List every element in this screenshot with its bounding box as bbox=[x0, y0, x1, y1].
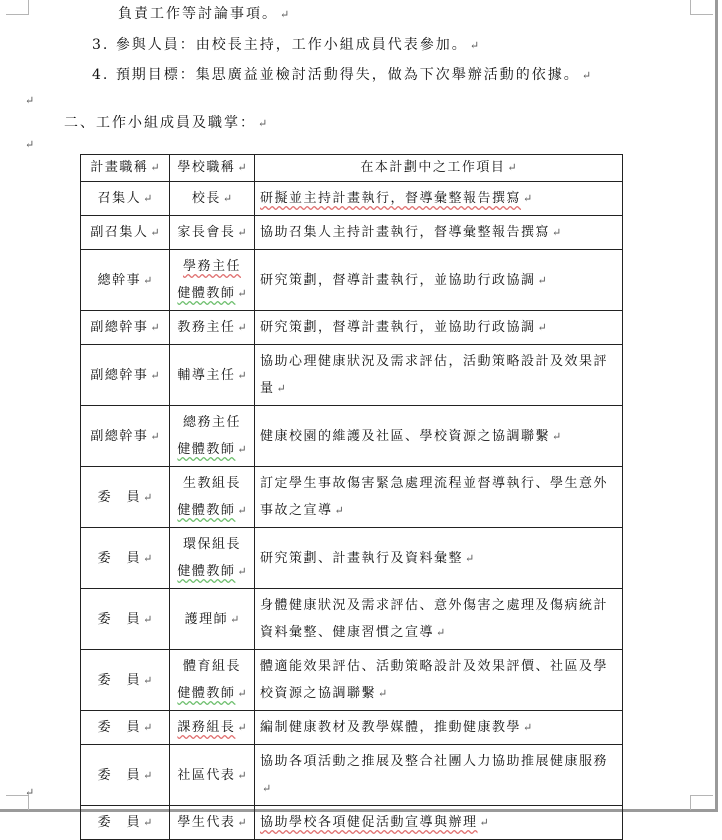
margin-corner-mark bbox=[6, 0, 29, 15]
duty-cell: 研擬並主持計畫執行，督導彙整報告撰寫 ↵ bbox=[255, 182, 623, 216]
table-row bbox=[81, 406, 623, 467]
plan-title-cell: 召集人 ↵ bbox=[81, 182, 170, 216]
plan-title-cell: 委 員 ↵ bbox=[81, 745, 170, 806]
duty-cell: 協助各項活動之推展及整合社團人力協助推展健康服務↵ bbox=[255, 745, 623, 806]
duty-cell: 訂定學生事故傷害緊急處理流程並督導執行、學生意外事故之宣導 ↵ bbox=[255, 467, 623, 528]
margin-corner-mark bbox=[690, 0, 713, 15]
school-post-cell: 家長會長 ↵ bbox=[170, 216, 255, 250]
plan-title-cell: 副總幹事 ↵ bbox=[81, 311, 170, 345]
duty-cell: 研究策劃，督導計畫執行，並協助行政協調 ↵ bbox=[255, 311, 623, 345]
school-post-cell: 總務主任 健體教師 ↵ bbox=[170, 406, 255, 467]
duty-table bbox=[80, 154, 623, 840]
school-post-cell: 學務主任 健體教師 ↵ bbox=[170, 250, 255, 311]
intro-line: 負責工作等討論事項。 ↵ bbox=[118, 6, 290, 22]
plan-title-cell: 委 員 ↵ bbox=[81, 711, 170, 745]
table-row bbox=[81, 806, 623, 840]
list-item-3: 3. 參與人員：由校長主持，工作小組成員代表參加。 ↵ bbox=[92, 37, 480, 53]
duty-cell: 健康校園的維護及社區、學校資源之協調聯繫 ↵ bbox=[255, 406, 623, 467]
school-post-cell: 生教組長 健體教師 ↵ bbox=[170, 467, 255, 528]
header-cell: 學校職稱 ↵ bbox=[170, 155, 255, 182]
table-row bbox=[81, 745, 623, 806]
plan-title-cell: 委 員 ↵ bbox=[81, 589, 170, 650]
plan-title-cell: 委 員 ↵ bbox=[81, 467, 170, 528]
school-post-cell: 教務主任 ↵ bbox=[170, 311, 255, 345]
duty-cell: 協助召集人主持計畫執行，督導彙整報告撰寫 ↵ bbox=[255, 216, 623, 250]
school-post-cell: 課務組長 ↵ bbox=[170, 711, 255, 745]
list-item-4: 4. 預期目標：集思廣益並檢討活動得失，做為下次舉辦活動的依據。 ↵ bbox=[92, 67, 592, 83]
section-heading: 二、工作小組成員及職掌： ↵ bbox=[64, 115, 268, 131]
duty-cell: 編制健康教材及教學媒體，推動健康教學 ↵ bbox=[255, 711, 623, 745]
table-row bbox=[81, 467, 623, 528]
table-row bbox=[81, 650, 623, 711]
duty-cell: 身體健康狀況及需求評估、意外傷害之處理及傷病統計資料彙整、健康習慣之宣導 ↵ bbox=[255, 589, 623, 650]
table-row bbox=[81, 182, 623, 216]
table-row bbox=[81, 345, 623, 406]
duty-cell: 體適能效果評估、活動策略設計及效果評價、社區及學校資源之協調聯繫 ↵ bbox=[255, 650, 623, 711]
plan-title-cell: 委 員 ↵ bbox=[81, 528, 170, 589]
plan-title-cell: 副召集人 ↵ bbox=[81, 216, 170, 250]
school-post-cell: 校長 ↵ bbox=[170, 182, 255, 216]
header-cell: 在本計劃中之工作項目 ↵ bbox=[255, 155, 623, 182]
school-post-cell: 環保組長 健體教師 ↵ bbox=[170, 528, 255, 589]
table-header-row bbox=[81, 155, 623, 182]
table-row bbox=[81, 589, 623, 650]
plan-title-cell: 副總幹事 ↵ bbox=[81, 345, 170, 406]
margin-corner-mark bbox=[690, 795, 713, 810]
duty-cell: 協助學校各項健促活動宣導與辦理 ↵ bbox=[255, 806, 623, 840]
plan-title-cell: 委 員 ↵ bbox=[81, 806, 170, 840]
school-post-cell: 體育組長 健體教師 ↵ bbox=[170, 650, 255, 711]
school-post-cell: 輔導主任 ↵ bbox=[170, 345, 255, 406]
table-row bbox=[81, 250, 623, 311]
table-row bbox=[81, 216, 623, 250]
school-post-cell: 社區代表 ↵ bbox=[170, 745, 255, 806]
plan-title-cell: 副總幹事 ↵ bbox=[81, 406, 170, 467]
table-row bbox=[81, 711, 623, 745]
school-post-cell: 學生代表 ↵ bbox=[170, 806, 255, 840]
plan-title-cell: 總幹事 ↵ bbox=[81, 250, 170, 311]
paragraph-mark: ↵ bbox=[25, 138, 35, 151]
paragraph-mark: ↵ bbox=[25, 94, 35, 107]
table-row bbox=[81, 311, 623, 345]
duty-cell: 協助心理健康狀況及需求評估，活動策略設計及效果評量 ↵ bbox=[255, 345, 623, 406]
header-cell: 計畫職稱 ↵ bbox=[81, 155, 170, 182]
duty-cell: 研究策劃，督導計畫執行，並協助行政協調 ↵ bbox=[255, 250, 623, 311]
table-row bbox=[81, 528, 623, 589]
paragraph-mark: ↵ bbox=[25, 786, 35, 799]
plan-title-cell: 委 員 ↵ bbox=[81, 650, 170, 711]
school-post-cell: 護理師 ↵ bbox=[170, 589, 255, 650]
duty-cell: 研究策劃、計畫執行及資料彙整 ↵ bbox=[255, 528, 623, 589]
